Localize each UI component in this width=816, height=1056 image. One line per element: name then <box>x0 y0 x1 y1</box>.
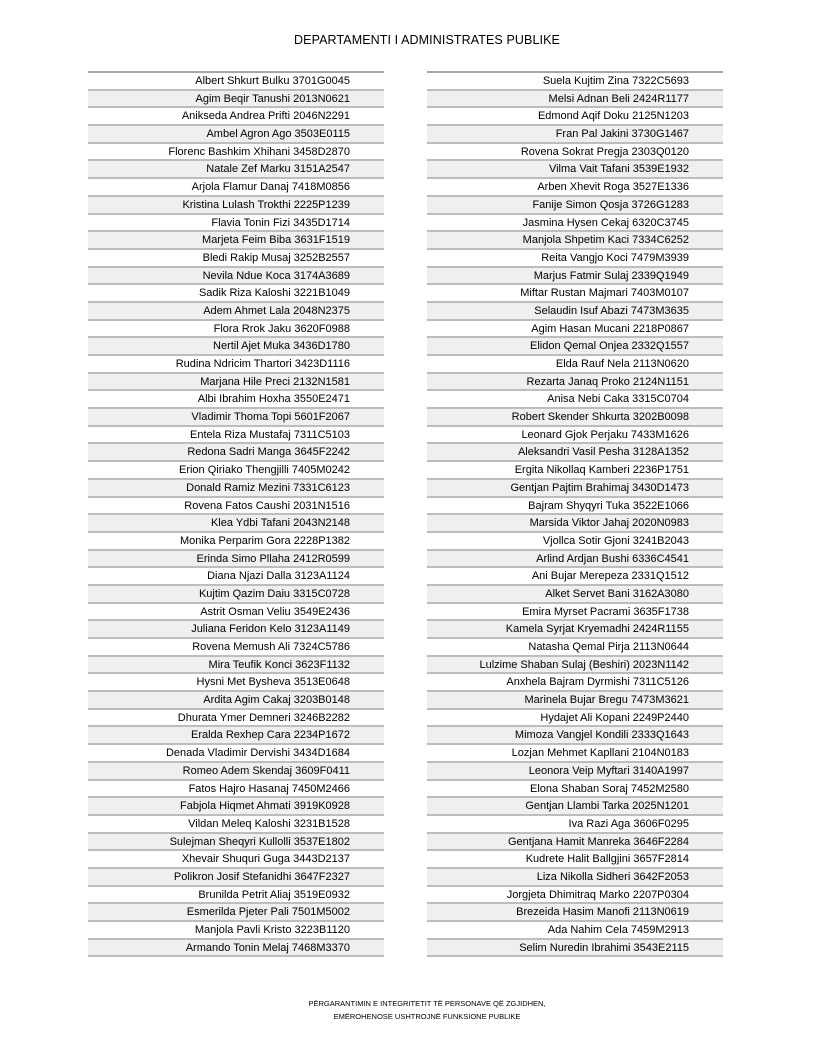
list-row: Vilma Vait Tafani 3539E1932 <box>427 161 723 179</box>
list-row: Erion Qiriako Thengjilli 7405M0242 <box>88 462 384 480</box>
list-row: Edmond Aqif Doku 2125N1203 <box>427 108 723 126</box>
list-row: Manjola Shpetim Kaci 7334C6252 <box>427 232 723 250</box>
list-row: Rezarta Janaq Proko 2124N1151 <box>427 374 723 392</box>
list-row: Entela Riza Mustafaj 7311C5103 <box>88 427 384 445</box>
list-row: Ani Bujar Merepeza 2331Q1512 <box>427 568 723 586</box>
list-row: Anisa Nebi Caka 3315C0704 <box>427 391 723 409</box>
list-row: Mira Teufik Konci 3623F1132 <box>88 657 384 675</box>
list-row: Armando Tonin Melaj 7468M3370 <box>88 940 384 958</box>
list-row: Flora Rrok Jaku 3620F0988 <box>88 321 384 339</box>
list-row: Jasmina Hysen Cekaj 6320C3745 <box>427 215 723 233</box>
list-row: Fatos Hajro Hasanaj 7450M2466 <box>88 781 384 799</box>
list-row: Marinela Bujar Bregu 7473M3621 <box>427 692 723 710</box>
list-row: Alket Servet Bani 3162A3080 <box>427 586 723 604</box>
list-row: Liza Nikolla Sidheri 3642F2053 <box>427 869 723 887</box>
list-row: Gentjan Llambi Tarka 2025N1201 <box>427 798 723 816</box>
list-row: Vjollca Sotir Gjoni 3241B2043 <box>427 533 723 551</box>
list-row: Erinda Simo Pllaha 2412R0599 <box>88 551 384 569</box>
list-row: Kristina Lulash Trokthi 2225P1239 <box>88 197 384 215</box>
list-row: Selaudin Isuf Abazi 7473M3635 <box>427 303 723 321</box>
list-row: Manjola Pavli Kristo 3223B1120 <box>88 922 384 940</box>
list-row: Ardita Agim Cakaj 3203B0148 <box>88 692 384 710</box>
list-row: Agim Beqir Tanushi 2013N0621 <box>88 91 384 109</box>
list-row: Rovena Fatos Caushi 2031N1516 <box>88 498 384 516</box>
list-row: Denada Vladimir Dervishi 3434D1684 <box>88 745 384 763</box>
list-row: Robert Skender Shkurta 3202B0098 <box>427 409 723 427</box>
list-row: Suela Kujtim Zina 7322C5693 <box>427 73 723 91</box>
list-row: Xhevair Shuquri Guga 3443D2137 <box>88 851 384 869</box>
list-row: Juliana Feridon Kelo 3123A1149 <box>88 621 384 639</box>
list-row: Brezeida Hasim Manofi 2113N0619 <box>427 904 723 922</box>
list-row: Fanije Simon Qosja 3726G1283 <box>427 197 723 215</box>
list-row: Gentjana Hamit Manreka 3646F2284 <box>427 834 723 852</box>
list-row: Rovena Sokrat Pregja 2303Q0120 <box>427 144 723 162</box>
list-row: Lozjan Mehmet Kapllani 2104N0183 <box>427 745 723 763</box>
list-row: Sadik Riza Kaloshi 3221B1049 <box>88 285 384 303</box>
list-row: Elona Shaban Soraj 7452M2580 <box>427 781 723 799</box>
list-row: Ada Nahim Cela 7459M2913 <box>427 922 723 940</box>
list-row: Vildan Meleq Kaloshi 3231B1528 <box>88 816 384 834</box>
list-row: Redona Sadri Manga 3645F2242 <box>88 444 384 462</box>
footer-line-2: EMËROHENOSE USHTROJNË FUNKSIONE PUBLIKE <box>333 1011 521 1021</box>
list-row: Bajram Shyqyri Tuka 3522E1066 <box>427 498 723 516</box>
list-row: Sulejman Sheqyri Kullolli 3537E1802 <box>88 834 384 852</box>
list-row: Iva Razi Aga 3606F0295 <box>427 816 723 834</box>
list-row: Emira Myrset Pacrami 3635F1738 <box>427 604 723 622</box>
list-row: Fabjola Hiqmet Ahmati 3919K0928 <box>88 798 384 816</box>
list-row: Anxhela Bajram Dyrmishi 7311C5126 <box>427 674 723 692</box>
list-row: Arlind Ardjan Bushi 6336C4541 <box>427 551 723 569</box>
list-row: Marjana Hile Preci 2132N1581 <box>88 374 384 392</box>
list-row: Bledi Rakip Musaj 3252B2557 <box>88 250 384 268</box>
list-row: Hydajet Ali Kopani 2249P2440 <box>427 710 723 728</box>
list-row: Nertil Ajet Muka 3436D1780 <box>88 338 384 356</box>
list-row: Marjeta Feim Biba 3631F1519 <box>88 232 384 250</box>
list-row: Kujtim Qazim Daiu 3315C0728 <box>88 586 384 604</box>
list-row: Rovena Memush Ali 7324C5786 <box>88 639 384 657</box>
list-row: Monika Perparim Gora 2228P1382 <box>88 533 384 551</box>
list-row: Hysni Met Bysheva 3513E0648 <box>88 674 384 692</box>
list-row: Polikron Josif Stefanidhi 3647F2327 <box>88 869 384 887</box>
list-row: Eralda Rexhep Cara 2234P1672 <box>88 727 384 745</box>
list-row: Kamela Syrjat Kryemadhi 2424R1155 <box>427 621 723 639</box>
list-row: Elidon Qemal Onjea 2332Q1557 <box>427 338 723 356</box>
list-row: Klea Ydbi Tafani 2043N2148 <box>88 515 384 533</box>
list-row: Albert Shkurt Bulku 3701G0045 <box>88 73 384 91</box>
list-row: Agim Hasan Mucani 2218P0867 <box>427 321 723 339</box>
list-row: Diana Njazi Dalla 3123A1124 <box>88 568 384 586</box>
list-row: Jorgjeta Dhimitraq Marko 2207P0304 <box>427 887 723 905</box>
list-row: Vladimir Thoma Topi 5601F2067 <box>88 409 384 427</box>
list-row: Brunilda Petrit Aliaj 3519E0932 <box>88 887 384 905</box>
list-row: Leonard Gjok Perjaku 7433M1626 <box>427 427 723 445</box>
list-row: Natasha Qemal Pirja 2113N0644 <box>427 639 723 657</box>
list-row: Adem Ahmet Lala 2048N2375 <box>88 303 384 321</box>
list-row: Gentjan Pajtim Brahimaj 3430D1473 <box>427 480 723 498</box>
list-row: Nevila Ndue Koca 3174A3689 <box>88 268 384 286</box>
list-row: Esmerilda Pjeter Pali 7501M5002 <box>88 904 384 922</box>
list-row: Donald Ramiz Mezini 7331C6123 <box>88 480 384 498</box>
list-row: Elda Rauf Nela 2113N0620 <box>427 356 723 374</box>
list-row: Melsi Adnan Beli 2424R1177 <box>427 91 723 109</box>
list-row: Ambel Agron Ago 3503E0115 <box>88 126 384 144</box>
list-row: Romeo Adem Skendaj 3609F0411 <box>88 763 384 781</box>
list-row: Marjus Fatmir Sulaj 2339Q1949 <box>427 268 723 286</box>
list-row: Selim Nuredin Ibrahimi 3543E2115 <box>427 940 723 958</box>
list-row: Natale Zef Marku 3151A2547 <box>88 161 384 179</box>
page-title: DEPARTAMENTI I ADMINISTRATES PUBLIKE <box>294 33 560 47</box>
list-row: Lulzime Shaban Sulaj (Beshiri) 2023N1142 <box>427 657 723 675</box>
list-row: Marsida Viktor Jahaj 2020N0983 <box>427 515 723 533</box>
list-row: Rudina Ndricim Thartori 3423D1116 <box>88 356 384 374</box>
list-row: Dhurata Ymer Demneri 3246B2282 <box>88 710 384 728</box>
list-row: Ergita Nikollaq Kamberi 2236P1751 <box>427 462 723 480</box>
footer <box>0 998 816 1023</box>
list-row: Mimoza Vangjel Kondili 2333Q1643 <box>427 727 723 745</box>
footer-line-1: PËRGARANTIMIN E INTEGRITETIT TË PERSONAVE QË ZGJIDHEN, <box>308 999 546 1008</box>
list-row: Flavia Tonin Fizi 3435D1714 <box>88 215 384 233</box>
list-row: Arben Xhevit Roga 3527E1336 <box>427 179 723 197</box>
list-row: Albi Ibrahim Hoxha 3550E2471 <box>88 391 384 409</box>
left-name-list <box>88 71 384 957</box>
list-row: Florenc Bashkim Xhihani 3458D2870 <box>88 144 384 162</box>
list-row: Reita Vangjo Koci 7479M3939 <box>427 250 723 268</box>
list-row: Aleksandri Vasil Pesha 3128A1352 <box>427 444 723 462</box>
list-row: Leonora Veip Myftari 3140A1997 <box>427 763 723 781</box>
list-row: Astrit Osman Veliu 3549E2436 <box>88 604 384 622</box>
list-row: Kudrete Halit Ballgjini 3657F2814 <box>427 851 723 869</box>
right-name-list <box>427 71 723 957</box>
list-row: Miftar Rustan Majmari 7403M0107 <box>427 285 723 303</box>
list-row: Fran Pal Jakini 3730G1467 <box>427 126 723 144</box>
list-row: Anikseda Andrea Prifti 2046N2291 <box>88 108 384 126</box>
list-row: Arjola Flamur Danaj 7418M0856 <box>88 179 384 197</box>
